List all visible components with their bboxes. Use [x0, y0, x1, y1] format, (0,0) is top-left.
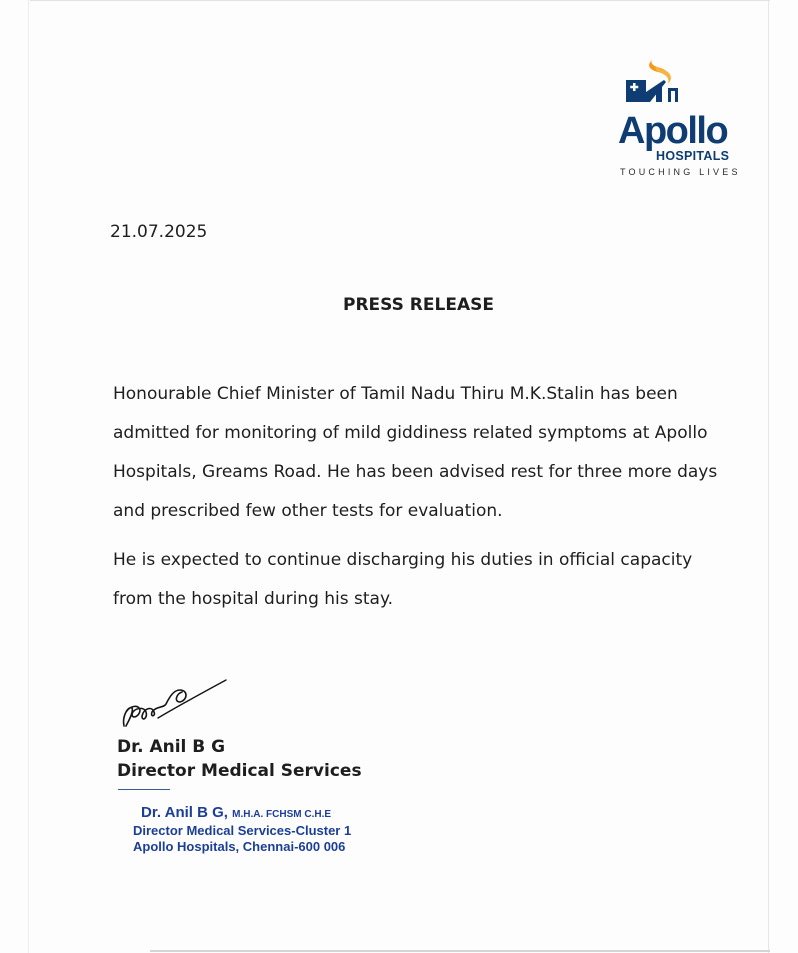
logo-wordmark: Apollo [618, 110, 728, 152]
paragraph-1-line: and prescribed few other tests for evaluation. [113, 501, 503, 521]
paragraph-2-line: from the hospital during his stay. [113, 589, 394, 609]
handwritten-signature [118, 656, 238, 736]
stamp-name: Dr. Anil B G, [141, 804, 228, 821]
paragraph-2 [113, 541, 692, 619]
release-date: 21.07.2025 [110, 222, 208, 242]
stamp-name-line [141, 805, 351, 823]
apollo-emblem-icon [612, 58, 747, 118]
signatory-title: Director Medical Services [117, 761, 362, 781]
page-edge-left [28, 0, 29, 953]
paragraph-1-line: Hospitals, Greams Road. He has been advised rest for three more days [113, 462, 718, 482]
paragraph-1-line: Honourable Chief Minister of Tamil Nadu Thiru M.K.Stalin has been [113, 384, 678, 404]
official-stamp [133, 805, 351, 855]
paragraph-2-line: He is expected to continue discharging his duties in official capacity [113, 550, 693, 570]
paragraph-1 [113, 375, 717, 531]
logo-tagline: TOUCHING LIVES [620, 167, 741, 177]
page-edge-top [30, 0, 770, 1]
signatory-name: Dr. Anil B G [117, 737, 226, 757]
logo-hospitals: HOSPITALS [656, 149, 730, 163]
apollo-logo [612, 58, 747, 183]
stamp-address: Apollo Hospitals, Chennai-600 006 [133, 839, 346, 854]
stamp-qualifications: M.H.A. FCHSM C.H.E [232, 809, 332, 820]
stamp-designation: Director Medical Services-Cluster 1 [133, 823, 352, 838]
paragraph-1-line: admitted for monitoring of mild giddiness related symptoms at Apollo [113, 423, 708, 443]
page-edge-right [768, 0, 769, 953]
page-edge-bottom [150, 950, 770, 952]
page-title: PRESS RELEASE [343, 295, 494, 315]
stamp-rule [118, 789, 170, 790]
